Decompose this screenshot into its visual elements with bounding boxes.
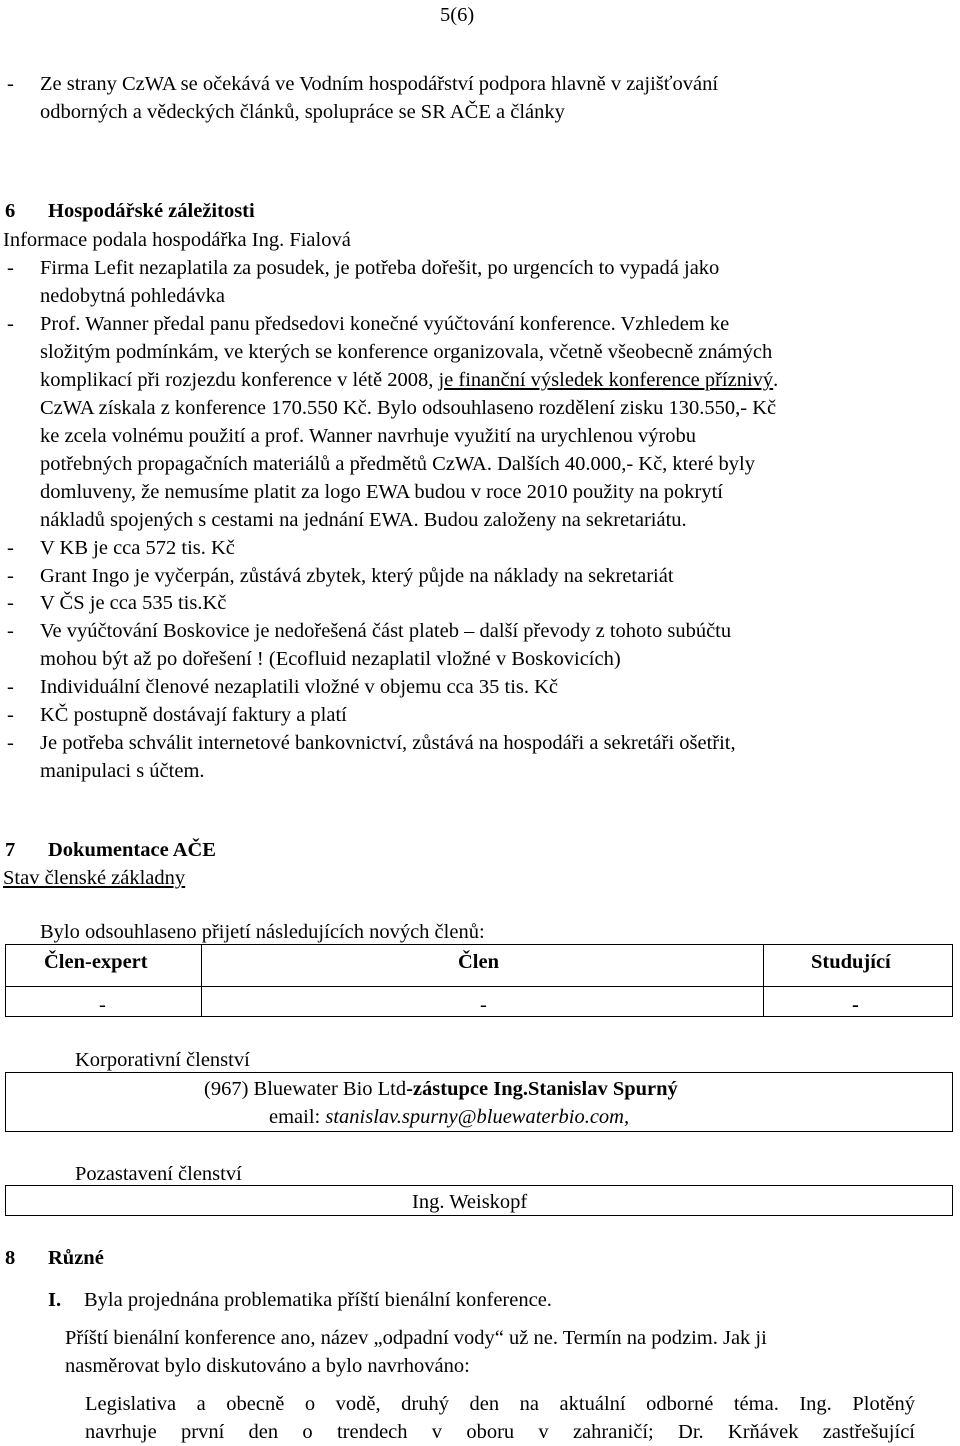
bullet-text: potřebných propagačních materiálů a předmětů CzWA. Dalších 40.000,- Kč, které byly [40,453,755,475]
page-number: 5(6) [440,4,475,26]
email-address: stanislav.spurny@bluewaterbio [325,1106,585,1128]
intro-line-1: Ze strany CzWA se očekává ve Vodním hospodářství podpora hlavně v zajišťování [40,73,719,95]
bullet-dash: - [7,676,14,698]
box-border-top [5,1072,953,1073]
corporate-label: Korporativní členství [75,1049,250,1071]
underlined-result: je finanční výsledek konference příznivý [438,369,774,391]
table-header-member: Člen [458,951,499,973]
bullet-text: Je potřeba schválit internetové bankovnictví, zůstává na hospodáři a sekretáři ošetřit, [40,732,736,754]
table-border-col1 [201,944,202,1016]
approved-text: Bylo odsouhlaseno přijetí následujících nových členů: [40,921,485,943]
box-border-left [5,1072,6,1132]
section-6-number: 6 [5,200,16,222]
bullet-dash: - [7,732,14,754]
item-text: Byla projednána problematika příští bienální konference. [84,1289,552,1311]
bullet-dash: - [7,704,14,726]
bullet-text: CzWA získala z konference 170.550 Kč. Bylo odsouhlaseno rozdělení zisku 130.550,- Kč [40,397,777,419]
section-7-number: 7 [5,839,16,861]
bullet-text: mohou být až po dořešení ! (Ecofluid nezaplatil vložné v Boskovicích) [40,648,621,670]
bullet-text: nedobytná pohledávka [40,285,226,307]
representative-label: -zástupce [406,1078,494,1100]
table-border-col2 [763,944,764,1016]
bullet-text: Firma Lefit nezaplatila za posudek, je potřeba dořešit, po urgencích to vypadá jako [40,257,720,279]
bullet-text: složitým podmínkám, ve kterých se konference organizovala, včetně všeobecně známých [40,341,773,363]
table-cell-student: - [852,994,859,1016]
table-border-right [952,944,953,1016]
bullet-text: domluveny, že nemusíme platit za logo EWA budou v roce 2010 použity na pokrytí [40,481,723,503]
table-border-top [5,944,953,945]
suspension-label: Pozastavení členství [75,1163,242,1185]
bullet-text: Individuální členové nezaplatili vložné v objemu cca 35 tis. Kč [40,676,559,698]
section-8-title: Různé [48,1247,104,1269]
bullet-text: manipulaci s účtem. [40,760,205,782]
bullet-text: ke zcela volnému použití a prof. Wanner navrhuje využití na urychlenou výrobu [40,425,697,447]
bullet-dash: - [7,537,14,559]
table-border-left [5,944,6,1016]
bullet-dash: - [7,592,14,614]
corporate-email [269,1103,629,1131]
table-cell-member: - [480,994,487,1016]
paragraph-line: Příští bienální konference ano, název „odpadní vody“ už ne. Termín na podzim. Jak ji [65,1327,767,1349]
representative-name: Ing.Stanislav Spurný [493,1078,678,1100]
text-segment: komplikací při rozjezdu konference v létě 2008, [40,369,439,391]
text-segment: . [773,369,779,391]
table-border-middle [5,986,953,987]
box-border-left [5,1185,6,1216]
intro-line-2: odborných a vědeckých článků, spolupráce se SR AČE a články [40,101,565,123]
bullet-dash: - [7,73,14,95]
table-cell-expert: - [99,994,106,1016]
section-6-intro: Informace podala hospodářka Ing. Fialová [3,229,351,251]
section-7-title: Dokumentace AČE [48,839,216,861]
bullet-text: V ČS je cca 535 tis.Kč [40,592,227,614]
bullet-text: Grant Ingo je vyčerpán, zůstává zbytek, který půjde na náklady na sekretariát [40,565,674,587]
section-7-subtitle: Stav členské základny [3,867,186,889]
corporate-member [204,1075,678,1103]
bullet-dash: - [7,257,14,279]
bullet-text: Ve vyúčtování Boskovice je nedořešená část plateb – další převody z tohoto subúčtu [40,620,732,642]
bullet-text: KČ postupně dostávají faktury a platí [40,704,347,726]
company-name: (967) Bluewater Bio Ltd [204,1078,407,1100]
email-suffix: .com, [584,1106,630,1128]
bullet-dash: - [7,313,14,335]
bullet-text-komplikaci [40,366,778,394]
box-border-right [952,1072,953,1132]
table-header-expert: Člen-expert [44,951,148,973]
box-border-right [952,1185,953,1216]
bullet-text: V KB je cca 572 tis. Kč [40,537,235,559]
email-label: email: [269,1106,326,1128]
section-8-number: 8 [5,1247,16,1269]
paragraph-line: nasměrovat bylo diskutováno a bylo navrhováno: [65,1355,470,1377]
table-border-bottom [5,1016,953,1017]
bullet-dash: - [7,565,14,587]
box-border-bottom [5,1131,953,1132]
box-border-top [5,1185,953,1186]
table-header-student: Studující [811,951,891,973]
item-number: I. [48,1289,62,1311]
bullet-text: nákladů spojených s cestami na jednání EWA. Budou založeny na sekretariátu. [40,509,687,531]
bullet-text: Prof. Wanner předal panu předsedovi konečné vyúčtování konference. Vzhledem ke [40,313,730,335]
section-6-title: Hospodářské záležitosti [48,200,255,222]
suspension-value: Ing. Weiskopf [412,1191,528,1213]
paragraph-line: Legislativa a obecně o vodě, druhý den na aktuální odborné téma. Ing. Plotěný [85,1393,915,1415]
paragraph-line: navrhuje první den o trendech v oboru v zahraničí; Dr. Krňávek zastřešující [85,1421,915,1443]
bullet-dash: - [7,620,14,642]
